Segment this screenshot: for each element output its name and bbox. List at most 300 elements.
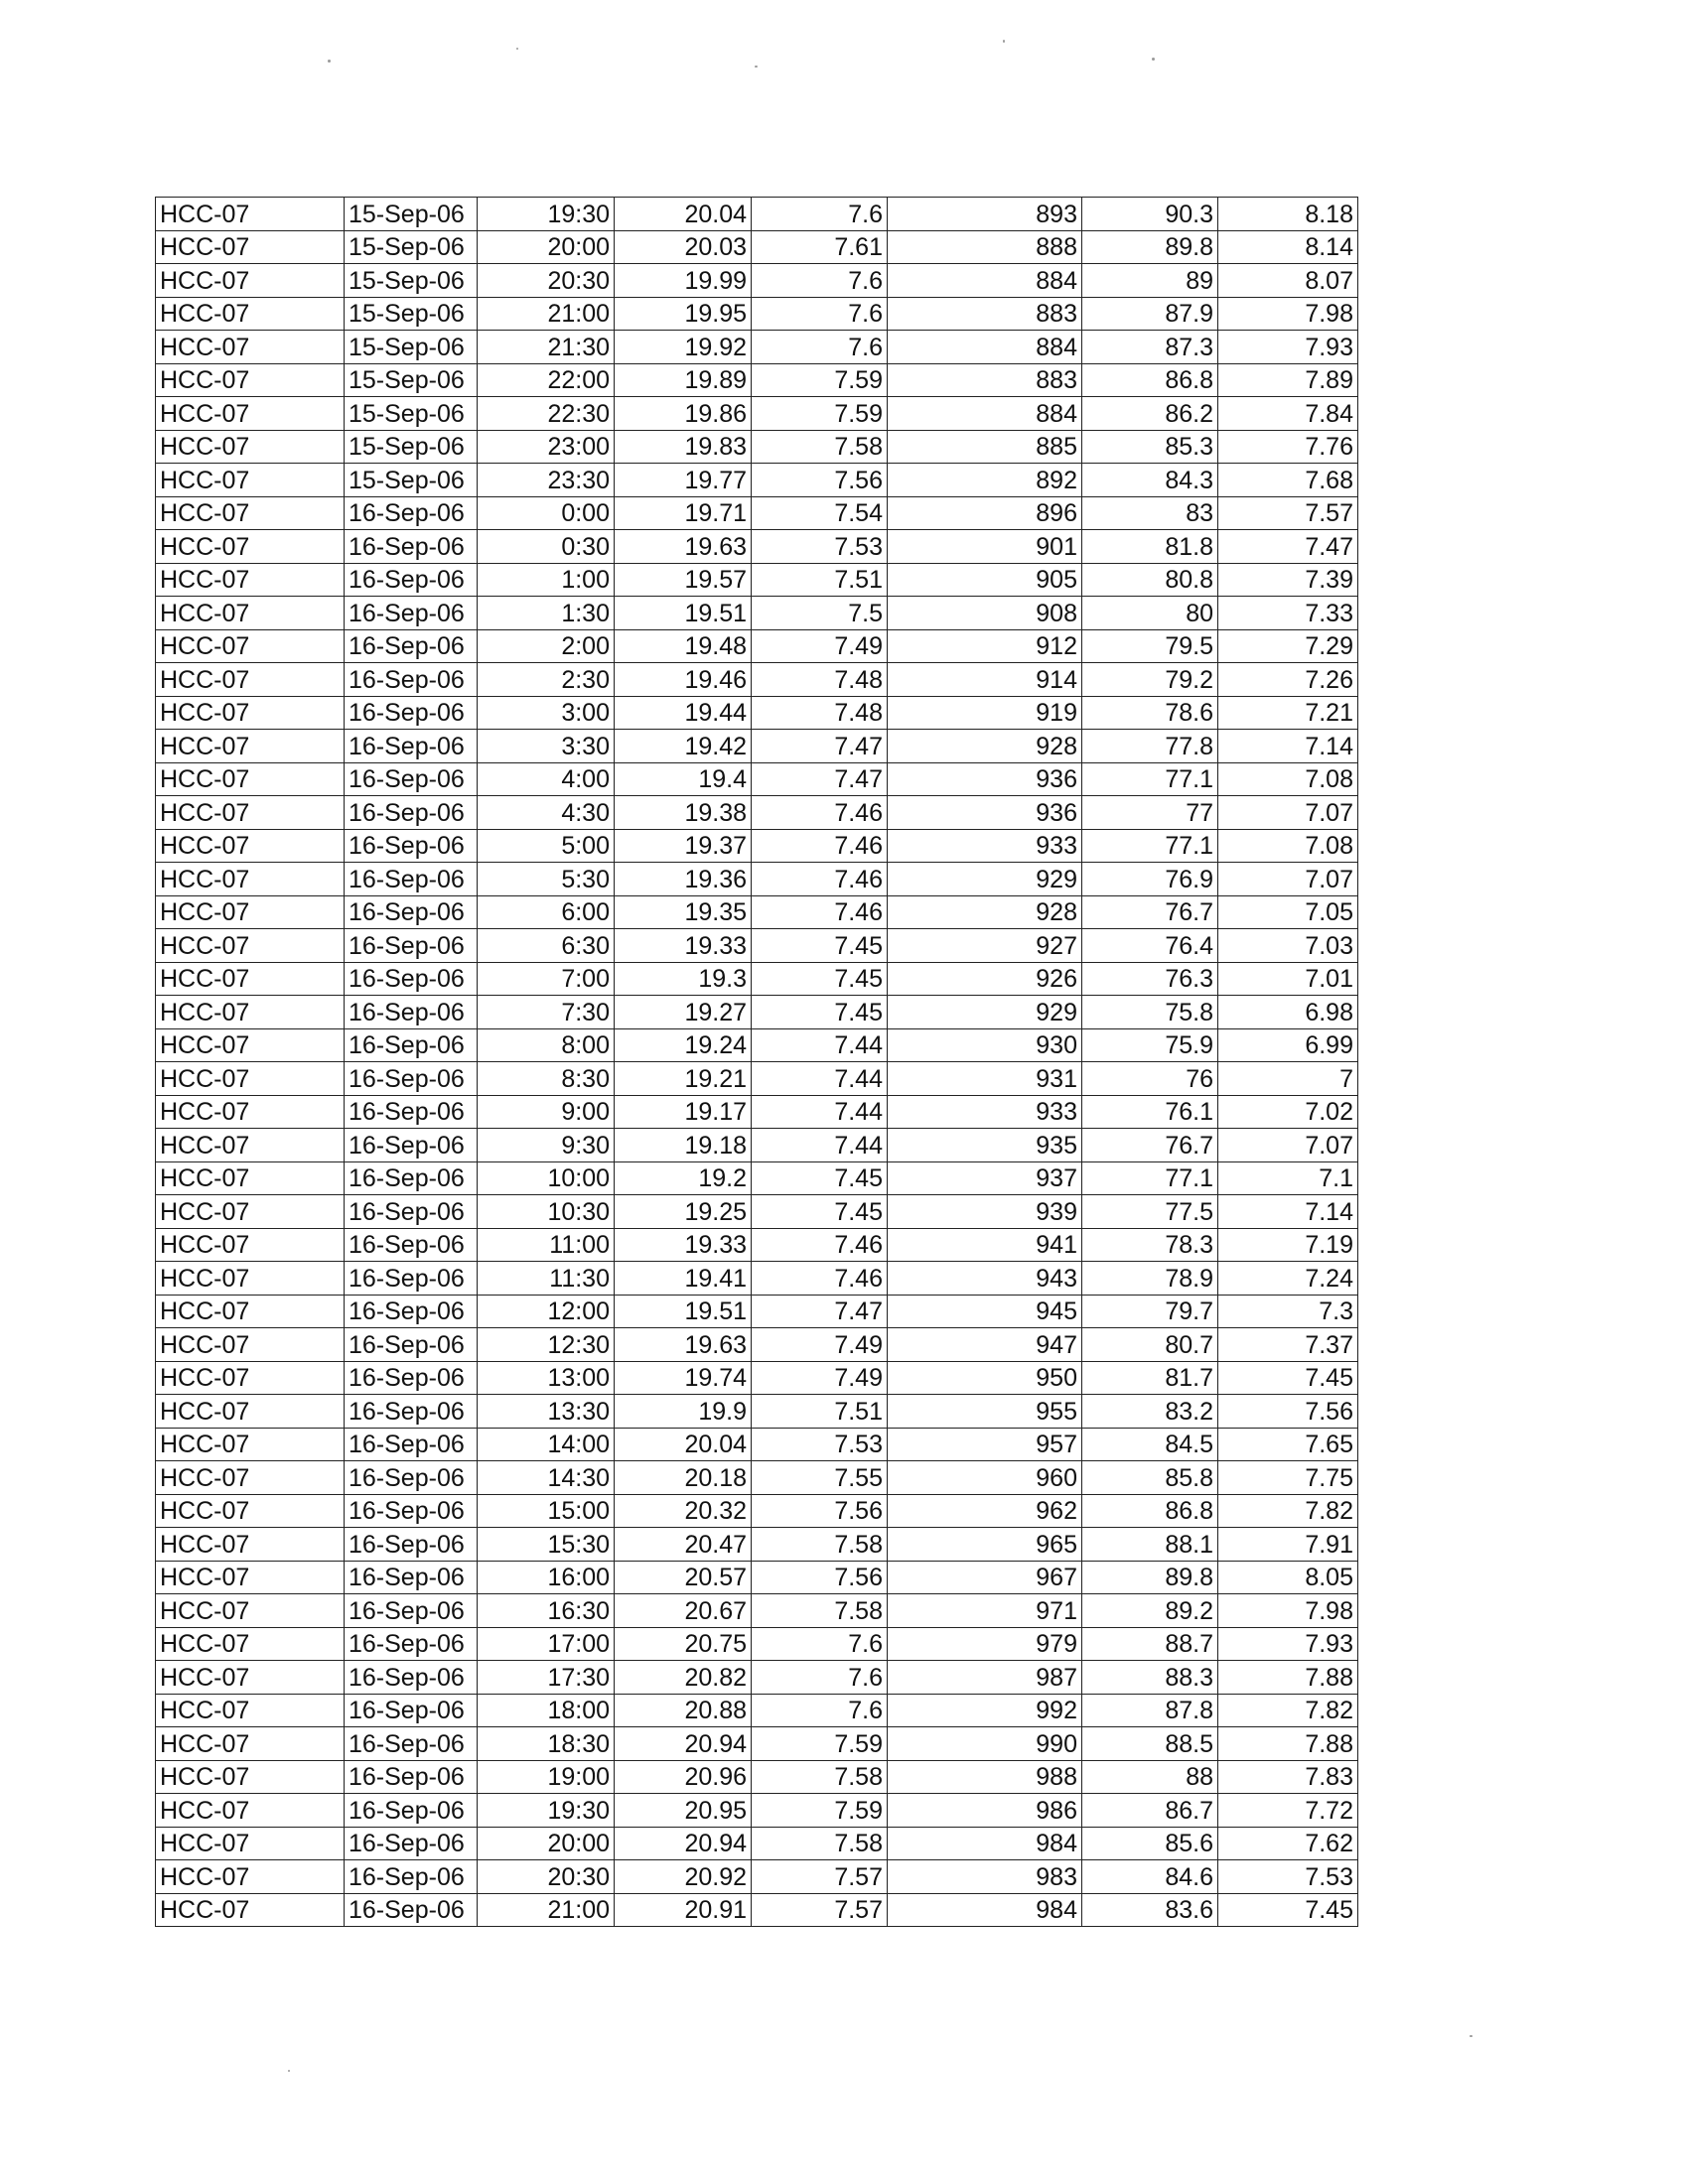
value-2-cell: 7.58 xyxy=(752,1528,888,1562)
value-2-cell: 7.46 xyxy=(752,1262,888,1296)
table-row xyxy=(156,1561,1358,1594)
time-cell: 19:00 xyxy=(478,1760,615,1794)
date-cell: 16-Sep-06 xyxy=(345,1428,478,1461)
value-4-cell: 86.2 xyxy=(1082,397,1218,431)
value-1-cell: 19.33 xyxy=(615,1228,752,1262)
value-1-cell: 19.77 xyxy=(615,464,752,497)
date-cell: 16-Sep-06 xyxy=(345,1328,478,1362)
time-cell: 12:30 xyxy=(478,1328,615,1362)
site-id-cell: HCC-07 xyxy=(156,1561,345,1594)
site-id-cell: HCC-07 xyxy=(156,1661,345,1695)
site-id-cell: HCC-07 xyxy=(156,264,345,298)
value-5-cell: 7.75 xyxy=(1218,1461,1358,1495)
value-2-cell: 7.55 xyxy=(752,1461,888,1495)
value-4-cell: 86.8 xyxy=(1082,363,1218,397)
value-2-cell: 7.48 xyxy=(752,696,888,730)
table-row xyxy=(156,1528,1358,1562)
site-id-cell: HCC-07 xyxy=(156,430,345,464)
site-id-cell: HCC-07 xyxy=(156,496,345,530)
value-1-cell: 19.63 xyxy=(615,1328,752,1362)
value-1-cell: 20.92 xyxy=(615,1860,752,1894)
site-id-cell: HCC-07 xyxy=(156,1727,345,1761)
table-row xyxy=(156,1661,1358,1695)
value-1-cell: 19.18 xyxy=(615,1129,752,1162)
value-5-cell: 7.21 xyxy=(1218,696,1358,730)
table-row xyxy=(156,363,1358,397)
date-cell: 16-Sep-06 xyxy=(345,1827,478,1860)
value-4-cell: 85.3 xyxy=(1082,430,1218,464)
value-1-cell: 19.25 xyxy=(615,1195,752,1229)
date-cell: 15-Sep-06 xyxy=(345,297,478,331)
value-1-cell: 19.44 xyxy=(615,696,752,730)
time-cell: 22:30 xyxy=(478,397,615,431)
value-3-cell: 883 xyxy=(888,297,1082,331)
value-5-cell: 7.39 xyxy=(1218,563,1358,597)
value-1-cell: 20.96 xyxy=(615,1760,752,1794)
value-2-cell: 7.46 xyxy=(752,863,888,896)
date-cell: 16-Sep-06 xyxy=(345,629,478,663)
date-cell: 16-Sep-06 xyxy=(345,929,478,963)
time-cell: 6:30 xyxy=(478,929,615,963)
value-1-cell: 19.63 xyxy=(615,530,752,564)
value-5-cell: 7.65 xyxy=(1218,1428,1358,1461)
site-id-cell: HCC-07 xyxy=(156,1129,345,1162)
value-4-cell: 87.9 xyxy=(1082,297,1218,331)
table-row xyxy=(156,530,1358,564)
value-1-cell: 19.36 xyxy=(615,863,752,896)
value-2-cell: 7.6 xyxy=(752,1694,888,1727)
site-id-cell: HCC-07 xyxy=(156,331,345,364)
date-cell: 16-Sep-06 xyxy=(345,1661,478,1695)
value-2-cell: 7.58 xyxy=(752,1760,888,1794)
value-2-cell: 7.59 xyxy=(752,1794,888,1828)
time-cell: 10:00 xyxy=(478,1161,615,1195)
site-id-cell: HCC-07 xyxy=(156,1295,345,1328)
scan-speck xyxy=(1470,2035,1473,2037)
table-row xyxy=(156,1893,1358,1927)
data-table xyxy=(155,197,1358,1927)
time-cell: 11:30 xyxy=(478,1262,615,1296)
time-cell: 16:30 xyxy=(478,1594,615,1628)
value-5-cell: 7.33 xyxy=(1218,597,1358,630)
value-2-cell: 7.6 xyxy=(752,198,888,231)
date-cell: 16-Sep-06 xyxy=(345,1694,478,1727)
time-cell: 14:30 xyxy=(478,1461,615,1495)
value-3-cell: 955 xyxy=(888,1395,1082,1429)
value-4-cell: 83.6 xyxy=(1082,1893,1218,1927)
value-5-cell: 7.82 xyxy=(1218,1694,1358,1727)
site-id-cell: HCC-07 xyxy=(156,796,345,830)
date-cell: 16-Sep-06 xyxy=(345,1095,478,1129)
table-row xyxy=(156,1727,1358,1761)
site-id-cell: HCC-07 xyxy=(156,696,345,730)
value-2-cell: 7.49 xyxy=(752,1361,888,1395)
site-id-cell: HCC-07 xyxy=(156,1528,345,1562)
time-cell: 19:30 xyxy=(478,1794,615,1828)
site-id-cell: HCC-07 xyxy=(156,530,345,564)
value-2-cell: 7.45 xyxy=(752,996,888,1029)
time-cell: 12:00 xyxy=(478,1295,615,1328)
date-cell: 16-Sep-06 xyxy=(345,996,478,1029)
site-id-cell: HCC-07 xyxy=(156,1195,345,1229)
date-cell: 15-Sep-06 xyxy=(345,264,478,298)
site-id-cell: HCC-07 xyxy=(156,297,345,331)
value-1-cell: 19.86 xyxy=(615,397,752,431)
value-3-cell: 933 xyxy=(888,1095,1082,1129)
date-cell: 16-Sep-06 xyxy=(345,895,478,929)
date-cell: 15-Sep-06 xyxy=(345,464,478,497)
date-cell: 16-Sep-06 xyxy=(345,796,478,830)
value-3-cell: 930 xyxy=(888,1028,1082,1062)
time-cell: 6:00 xyxy=(478,895,615,929)
time-cell: 10:30 xyxy=(478,1195,615,1229)
value-3-cell: 987 xyxy=(888,1661,1082,1695)
value-3-cell: 936 xyxy=(888,762,1082,796)
time-cell: 2:30 xyxy=(478,663,615,697)
value-3-cell: 912 xyxy=(888,629,1082,663)
value-5-cell: 7.98 xyxy=(1218,297,1358,331)
table-row xyxy=(156,1062,1358,1096)
value-3-cell: 986 xyxy=(888,1794,1082,1828)
value-4-cell: 78.9 xyxy=(1082,1262,1218,1296)
date-cell: 15-Sep-06 xyxy=(345,363,478,397)
value-4-cell: 75.8 xyxy=(1082,996,1218,1029)
time-cell: 7:00 xyxy=(478,962,615,996)
table-row xyxy=(156,796,1358,830)
value-4-cell: 76.7 xyxy=(1082,895,1218,929)
value-3-cell: 943 xyxy=(888,1262,1082,1296)
date-cell: 16-Sep-06 xyxy=(345,1528,478,1562)
value-4-cell: 76.7 xyxy=(1082,1129,1218,1162)
value-3-cell: 941 xyxy=(888,1228,1082,1262)
value-5-cell: 7.19 xyxy=(1218,1228,1358,1262)
scan-speck xyxy=(328,60,331,63)
value-1-cell: 20.95 xyxy=(615,1794,752,1828)
time-cell: 20:30 xyxy=(478,264,615,298)
table-row xyxy=(156,629,1358,663)
value-5-cell: 7.07 xyxy=(1218,796,1358,830)
value-3-cell: 947 xyxy=(888,1328,1082,1362)
time-cell: 0:00 xyxy=(478,496,615,530)
value-4-cell: 88 xyxy=(1082,1760,1218,1794)
value-5-cell: 7.72 xyxy=(1218,1794,1358,1828)
value-4-cell: 87.8 xyxy=(1082,1694,1218,1727)
value-1-cell: 19.24 xyxy=(615,1028,752,1062)
value-2-cell: 7.46 xyxy=(752,1228,888,1262)
table-row xyxy=(156,1361,1358,1395)
date-cell: 16-Sep-06 xyxy=(345,829,478,863)
value-2-cell: 7.6 xyxy=(752,264,888,298)
value-3-cell: 888 xyxy=(888,230,1082,264)
value-5-cell: 7.91 xyxy=(1218,1528,1358,1562)
date-cell: 16-Sep-06 xyxy=(345,1228,478,1262)
table-row xyxy=(156,264,1358,298)
value-1-cell: 20.67 xyxy=(615,1594,752,1628)
table-row xyxy=(156,331,1358,364)
value-5-cell: 7.14 xyxy=(1218,1195,1358,1229)
time-cell: 20:30 xyxy=(478,1860,615,1894)
value-5-cell: 7.56 xyxy=(1218,1395,1358,1429)
value-5-cell: 7.26 xyxy=(1218,663,1358,697)
value-3-cell: 884 xyxy=(888,264,1082,298)
time-cell: 1:00 xyxy=(478,563,615,597)
value-2-cell: 7.48 xyxy=(752,663,888,697)
value-1-cell: 19.41 xyxy=(615,1262,752,1296)
value-1-cell: 19.17 xyxy=(615,1095,752,1129)
value-2-cell: 7.56 xyxy=(752,1561,888,1594)
site-id-cell: HCC-07 xyxy=(156,1461,345,1495)
value-3-cell: 914 xyxy=(888,663,1082,697)
value-5-cell: 7.24 xyxy=(1218,1262,1358,1296)
time-cell: 7:30 xyxy=(478,996,615,1029)
value-5-cell: 7.76 xyxy=(1218,430,1358,464)
value-3-cell: 935 xyxy=(888,1129,1082,1162)
value-4-cell: 88.7 xyxy=(1082,1627,1218,1661)
value-2-cell: 7.6 xyxy=(752,1627,888,1661)
table-row xyxy=(156,1228,1358,1262)
value-3-cell: 928 xyxy=(888,895,1082,929)
date-cell: 16-Sep-06 xyxy=(345,496,478,530)
value-3-cell: 979 xyxy=(888,1627,1082,1661)
table-row xyxy=(156,663,1358,697)
site-id-cell: HCC-07 xyxy=(156,1328,345,1362)
date-cell: 15-Sep-06 xyxy=(345,230,478,264)
value-3-cell: 928 xyxy=(888,730,1082,763)
value-1-cell: 19.92 xyxy=(615,331,752,364)
value-1-cell: 19.46 xyxy=(615,663,752,697)
value-5-cell: 7.68 xyxy=(1218,464,1358,497)
value-4-cell: 80 xyxy=(1082,597,1218,630)
value-1-cell: 20.18 xyxy=(615,1461,752,1495)
value-3-cell: 939 xyxy=(888,1195,1082,1229)
value-5-cell: 8.07 xyxy=(1218,264,1358,298)
value-5-cell: 6.99 xyxy=(1218,1028,1358,1062)
date-cell: 15-Sep-06 xyxy=(345,430,478,464)
value-1-cell: 19.27 xyxy=(615,996,752,1029)
time-cell: 0:30 xyxy=(478,530,615,564)
value-3-cell: 936 xyxy=(888,796,1082,830)
table-body xyxy=(156,198,1358,1927)
value-5-cell: 7.37 xyxy=(1218,1328,1358,1362)
value-4-cell: 88.1 xyxy=(1082,1528,1218,1562)
date-cell: 16-Sep-06 xyxy=(345,1028,478,1062)
value-2-cell: 7.6 xyxy=(752,1661,888,1695)
value-1-cell: 20.04 xyxy=(615,198,752,231)
site-id-cell: HCC-07 xyxy=(156,464,345,497)
table-row xyxy=(156,1860,1358,1894)
value-3-cell: 927 xyxy=(888,929,1082,963)
date-cell: 16-Sep-06 xyxy=(345,962,478,996)
value-3-cell: 945 xyxy=(888,1295,1082,1328)
value-5-cell: 7.01 xyxy=(1218,962,1358,996)
value-5-cell: 7.83 xyxy=(1218,1760,1358,1794)
table-row xyxy=(156,1827,1358,1860)
value-5-cell: 7.84 xyxy=(1218,397,1358,431)
site-id-cell: HCC-07 xyxy=(156,996,345,1029)
table-row xyxy=(156,430,1358,464)
table-row xyxy=(156,297,1358,331)
time-cell: 23:30 xyxy=(478,464,615,497)
site-id-cell: HCC-07 xyxy=(156,962,345,996)
table-row xyxy=(156,397,1358,431)
value-3-cell: 885 xyxy=(888,430,1082,464)
value-2-cell: 7.51 xyxy=(752,563,888,597)
time-cell: 4:00 xyxy=(478,762,615,796)
value-3-cell: 971 xyxy=(888,1594,1082,1628)
value-5-cell: 7.47 xyxy=(1218,530,1358,564)
value-3-cell: 901 xyxy=(888,530,1082,564)
time-cell: 9:00 xyxy=(478,1095,615,1129)
value-3-cell: 919 xyxy=(888,696,1082,730)
value-1-cell: 19.3 xyxy=(615,962,752,996)
site-id-cell: HCC-07 xyxy=(156,829,345,863)
time-cell: 5:30 xyxy=(478,863,615,896)
value-1-cell: 19.42 xyxy=(615,730,752,763)
site-id-cell: HCC-07 xyxy=(156,1262,345,1296)
value-1-cell: 19.51 xyxy=(615,597,752,630)
value-2-cell: 7.57 xyxy=(752,1893,888,1927)
value-1-cell: 19.74 xyxy=(615,1361,752,1395)
date-cell: 16-Sep-06 xyxy=(345,1161,478,1195)
time-cell: 17:30 xyxy=(478,1661,615,1695)
date-cell: 16-Sep-06 xyxy=(345,1361,478,1395)
date-cell: 16-Sep-06 xyxy=(345,1129,478,1162)
table-row xyxy=(156,1129,1358,1162)
table-row xyxy=(156,863,1358,896)
date-cell: 16-Sep-06 xyxy=(345,1561,478,1594)
value-2-cell: 7.45 xyxy=(752,962,888,996)
table-row xyxy=(156,1161,1358,1195)
site-id-cell: HCC-07 xyxy=(156,1760,345,1794)
value-2-cell: 7.5 xyxy=(752,597,888,630)
value-4-cell: 79.2 xyxy=(1082,663,1218,697)
scan-speck xyxy=(1152,58,1155,61)
site-id-cell: HCC-07 xyxy=(156,762,345,796)
value-4-cell: 80.7 xyxy=(1082,1328,1218,1362)
date-cell: 16-Sep-06 xyxy=(345,1295,478,1328)
time-cell: 17:00 xyxy=(478,1627,615,1661)
table-row xyxy=(156,1095,1358,1129)
value-1-cell: 20.04 xyxy=(615,1428,752,1461)
value-4-cell: 78.3 xyxy=(1082,1228,1218,1262)
value-2-cell: 7.46 xyxy=(752,895,888,929)
table-row xyxy=(156,1461,1358,1495)
time-cell: 14:00 xyxy=(478,1428,615,1461)
value-2-cell: 7.58 xyxy=(752,1827,888,1860)
value-2-cell: 7.46 xyxy=(752,796,888,830)
site-id-cell: HCC-07 xyxy=(156,1028,345,1062)
value-3-cell: 950 xyxy=(888,1361,1082,1395)
date-cell: 16-Sep-06 xyxy=(345,1062,478,1096)
value-4-cell: 77.1 xyxy=(1082,762,1218,796)
value-5-cell: 7.03 xyxy=(1218,929,1358,963)
time-cell: 16:00 xyxy=(478,1561,615,1594)
date-cell: 16-Sep-06 xyxy=(345,1494,478,1528)
value-1-cell: 19.57 xyxy=(615,563,752,597)
value-5-cell: 7.89 xyxy=(1218,363,1358,397)
value-4-cell: 77.5 xyxy=(1082,1195,1218,1229)
time-cell: 20:00 xyxy=(478,1827,615,1860)
date-cell: 15-Sep-06 xyxy=(345,331,478,364)
date-cell: 16-Sep-06 xyxy=(345,1627,478,1661)
time-cell: 11:00 xyxy=(478,1228,615,1262)
site-id-cell: HCC-07 xyxy=(156,730,345,763)
time-cell: 13:00 xyxy=(478,1361,615,1395)
table-row xyxy=(156,895,1358,929)
value-2-cell: 7.45 xyxy=(752,1195,888,1229)
value-2-cell: 7.61 xyxy=(752,230,888,264)
site-id-cell: HCC-07 xyxy=(156,1794,345,1828)
value-2-cell: 7.6 xyxy=(752,297,888,331)
site-id-cell: HCC-07 xyxy=(156,1428,345,1461)
table-row xyxy=(156,230,1358,264)
table-row xyxy=(156,1262,1358,1296)
value-1-cell: 19.35 xyxy=(615,895,752,929)
value-3-cell: 937 xyxy=(888,1161,1082,1195)
time-cell: 15:00 xyxy=(478,1494,615,1528)
time-cell: 21:00 xyxy=(478,1893,615,1927)
table-row xyxy=(156,1395,1358,1429)
site-id-cell: HCC-07 xyxy=(156,363,345,397)
value-5-cell: 7.93 xyxy=(1218,1627,1358,1661)
table-row xyxy=(156,829,1358,863)
value-4-cell: 89.2 xyxy=(1082,1594,1218,1628)
time-cell: 8:30 xyxy=(478,1062,615,1096)
value-2-cell: 7.49 xyxy=(752,1328,888,1362)
value-3-cell: 933 xyxy=(888,829,1082,863)
value-1-cell: 19.89 xyxy=(615,363,752,397)
value-3-cell: 988 xyxy=(888,1760,1082,1794)
scan-speck xyxy=(1003,40,1005,43)
value-5-cell: 8.18 xyxy=(1218,198,1358,231)
value-1-cell: 20.94 xyxy=(615,1827,752,1860)
value-3-cell: 992 xyxy=(888,1694,1082,1727)
value-3-cell: 983 xyxy=(888,1860,1082,1894)
value-1-cell: 19.83 xyxy=(615,430,752,464)
value-1-cell: 19.71 xyxy=(615,496,752,530)
value-3-cell: 960 xyxy=(888,1461,1082,1495)
site-id-cell: HCC-07 xyxy=(156,1395,345,1429)
date-cell: 16-Sep-06 xyxy=(345,1760,478,1794)
table-row xyxy=(156,464,1358,497)
value-3-cell: 908 xyxy=(888,597,1082,630)
value-4-cell: 76.4 xyxy=(1082,929,1218,963)
time-cell: 22:00 xyxy=(478,363,615,397)
value-3-cell: 967 xyxy=(888,1561,1082,1594)
value-3-cell: 931 xyxy=(888,1062,1082,1096)
site-id-cell: HCC-07 xyxy=(156,1062,345,1096)
value-5-cell: 7.45 xyxy=(1218,1361,1358,1395)
value-1-cell: 19.38 xyxy=(615,796,752,830)
value-5-cell: 7.02 xyxy=(1218,1095,1358,1129)
value-4-cell: 89 xyxy=(1082,264,1218,298)
time-cell: 1:30 xyxy=(478,597,615,630)
date-cell: 16-Sep-06 xyxy=(345,1594,478,1628)
value-5-cell: 7.53 xyxy=(1218,1860,1358,1894)
value-2-cell: 7.51 xyxy=(752,1395,888,1429)
value-1-cell: 20.47 xyxy=(615,1528,752,1562)
date-cell: 15-Sep-06 xyxy=(345,198,478,231)
value-5-cell: 7.88 xyxy=(1218,1661,1358,1695)
table-row xyxy=(156,762,1358,796)
site-id-cell: HCC-07 xyxy=(156,1228,345,1262)
date-cell: 16-Sep-06 xyxy=(345,863,478,896)
value-4-cell: 88.3 xyxy=(1082,1661,1218,1695)
value-1-cell: 20.94 xyxy=(615,1727,752,1761)
site-id-cell: HCC-07 xyxy=(156,895,345,929)
value-5-cell: 7.88 xyxy=(1218,1727,1358,1761)
table-row xyxy=(156,696,1358,730)
